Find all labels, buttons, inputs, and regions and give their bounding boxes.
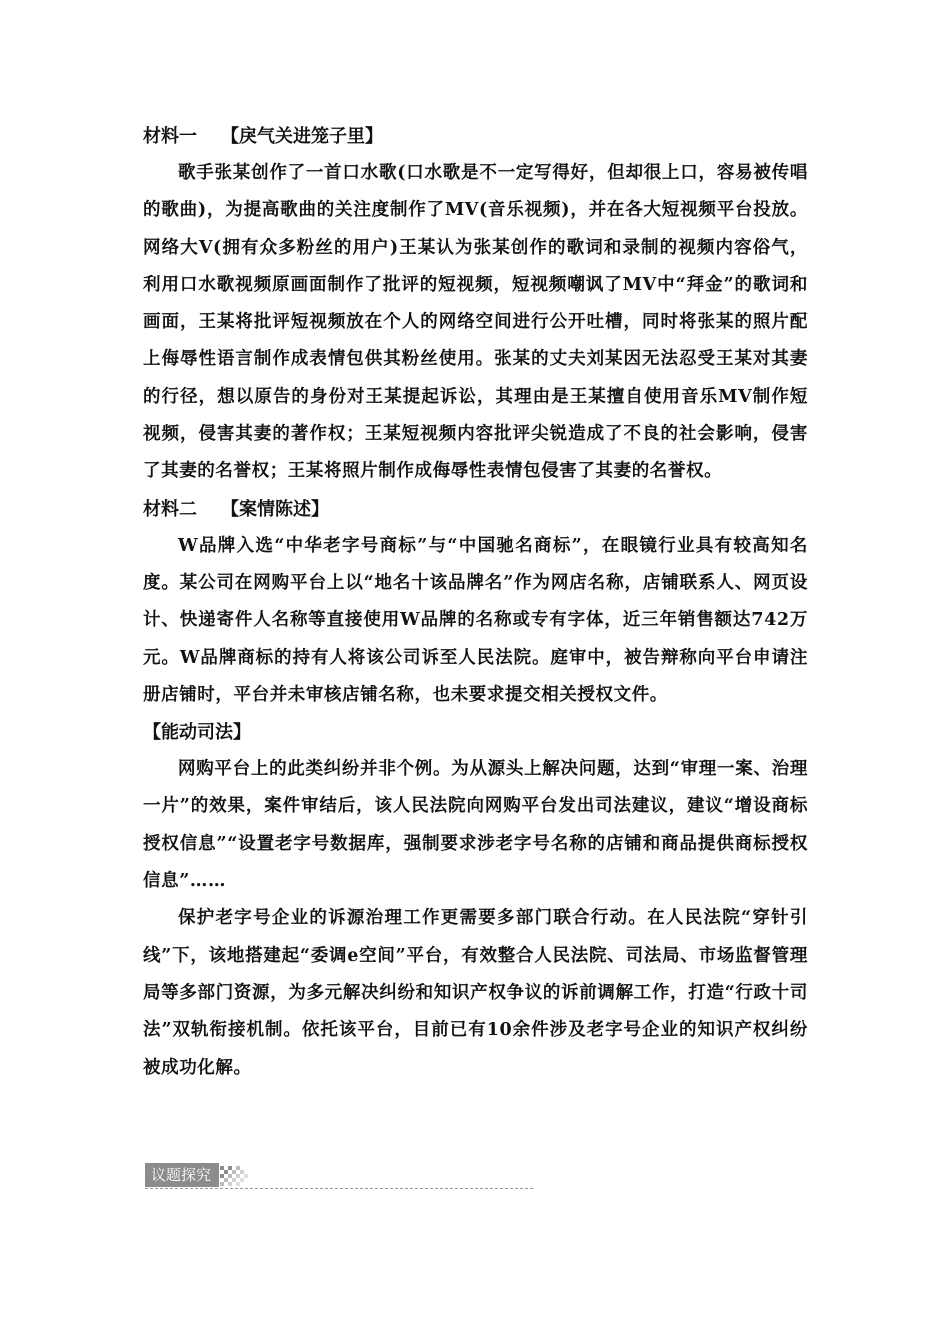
material1-title: 【戾气关进笼子里】: [221, 126, 383, 147]
section3-paragraph-1: 网购平台上的此类纠纷并非个例。为从源头上解决问题，达到“审理一案、治理一片”的效果，案件审结后，该人民法院向网购平台发出司法建议，建议“增设商标授权信息”“设置老字号数据库，强制要求涉老字号名称的店铺和商品提供商标授权信息”……: [143, 759, 808, 892]
material1-paragraph: 歌手张某创作了一首口水歌(口水歌是不一定写得好，但却很上口，容易被传唱的歌曲)，为提高歌曲的关注度制作了MV(音乐视频)，并在各大短视频平台投放。网络大V(拥有众多粉丝的用户)王某认为张某创作的歌词和录制的视频内容俗气，利用口水歌视频原画面制作了批评的短视频，短视频嘲讽了MV中“拜金”的歌词和画面，王某将批评短视频放在个人的网络空间进行公开吐槽，同时将张某的照片配上侮辱性语言制作成表情包供其粉丝使用。张某的丈夫刘某因无法忍受王某对其妻的行径，想以原告的身份对王某提起诉讼，其理由是王某擅自使用音乐MV制作短视频，侵害其妻的著作权；王某短视频内容批评尖锐造成了不良的社会影响，侵害了其妻的名誉权；王某将照片制作成侮辱性表情包侵害了其妻的名誉权。: [143, 163, 808, 482]
topic-inquiry-banner: [145, 1163, 249, 1187]
section3-heading: 【能动司法】: [143, 722, 251, 744]
document-body: [143, 118, 808, 1087]
material2-title: 【案情陈述】: [221, 498, 329, 520]
material2-heading: [143, 491, 808, 528]
material1-heading: [143, 118, 808, 155]
material1-label: 材料一: [143, 126, 197, 147]
section-divider: [145, 1188, 533, 1189]
checker-pattern-icon: [219, 1163, 249, 1187]
topic-inquiry-label: 议题探究: [145, 1163, 219, 1187]
section3-paragraph-2: 保护老字号企业的诉源治理工作更需要多部门联合行动。在人民法院“穿针引线”下，该地搭建起“委调e空间”平台，有效整合人民法院、司法局、市场监督管理局等多部门资源，为多元解决纠纷和知识产权争议的诉前调解工作，打造“行政十司法”双轨衔接机制。依托该平台，目前已有10余件涉及老字号企业的知识产权纠纷被成功化解。: [143, 908, 808, 1078]
material2-label: 材料二: [143, 498, 197, 520]
material2-paragraph: W品牌入选“中华老字号商标”与“中国驰名商标”，在眼镜行业具有较高知名度。某公司在网购平台上以“地名十该品牌名”作为网店名称，店铺联系人、网页设计、快递寄件人名称等直接使用W品牌的名称或专有字体，近三年销售额达742万元。W品牌商标的持有人将该公司诉至人民法院。庭审中，被告辩称向平台申请注册店铺时，平台并未审核店铺名称，也未要求提交相关授权文件。: [143, 535, 808, 705]
